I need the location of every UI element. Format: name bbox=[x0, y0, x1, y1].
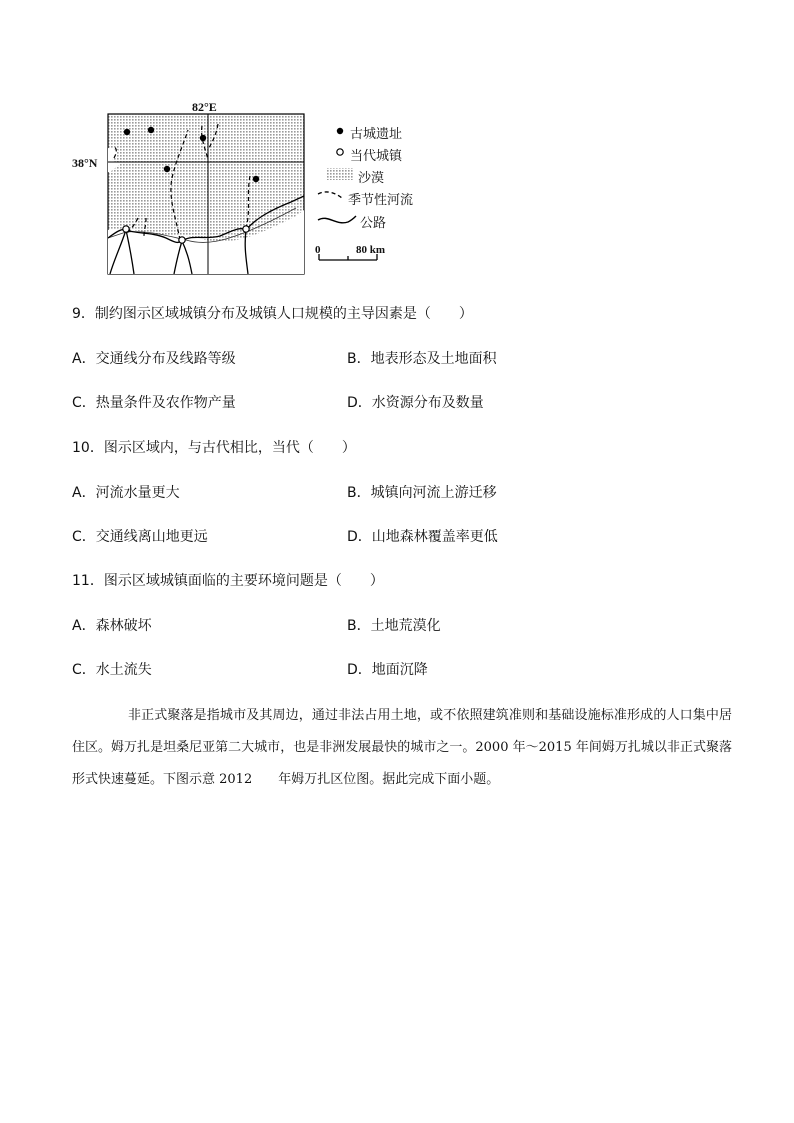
question-10-option-a[interactable]: A．河流水量更大 bbox=[72, 485, 180, 501]
question-10-option-d[interactable]: D．山地森林覆盖率更低 bbox=[347, 529, 498, 545]
legend-road: 公路 bbox=[360, 216, 387, 231]
legend-modern-town: 当代城镇 bbox=[350, 149, 403, 164]
question-11-option-a[interactable]: A．森林破坏 bbox=[72, 618, 152, 634]
question-11-option-d[interactable]: D．地面沉降 bbox=[347, 662, 428, 678]
question-10-option-b[interactable]: B．城镇向河流上游迁移 bbox=[347, 485, 497, 501]
map-figure bbox=[72, 98, 432, 280]
question-11-stem: 11．图示区域城镇面临的主要环境问题是（ ） bbox=[72, 573, 384, 589]
question-11-option-b[interactable]: B．土地荒漠化 bbox=[347, 618, 441, 634]
legend-desert: 沙漠 bbox=[358, 171, 385, 186]
legend-ancient-site: 古城遗址 bbox=[350, 127, 403, 142]
question-9-option-a[interactable]: A．交通线分布及线路等级 bbox=[72, 351, 236, 367]
question-10-stem: 10．图示区域内，与古代相比，当代（ ） bbox=[72, 440, 356, 456]
scale-zero: 0 bbox=[315, 244, 321, 256]
longitude-label: 82°E bbox=[192, 100, 217, 114]
scale-distance: 80 km bbox=[356, 244, 386, 256]
legend-seasonal-river: 季节性河流 bbox=[348, 193, 414, 208]
question-9-stem: 9．制约图示区域城镇分布及城镇人口规模的主导因素是（ ） bbox=[72, 306, 473, 322]
latitude-label: 38°N bbox=[72, 156, 98, 170]
question-10-option-c[interactable]: C．交通线离山地更远 bbox=[72, 529, 208, 545]
reading-passage: 非正式聚落是指城市及其周边，通过非法占用土地，或不依照建筑准则和基础设施标准形成的人口集中居住区。姆万扎是坦桑尼亚第二大城市，也是非洲发展最快的城市之一。2000 年～2015 年间姆万扎城以非正式聚落形式快速蔓延。下图示意 2012 年姆万扎区位图。据此完成下面小题。 bbox=[72, 708, 732, 787]
question-9-option-b[interactable]: B．地表形态及土地面积 bbox=[347, 351, 497, 367]
question-11-option-c[interactable]: C．水土流失 bbox=[72, 662, 152, 678]
question-9-option-c[interactable]: C．热量条件及农作物产量 bbox=[72, 395, 236, 411]
question-9-option-d[interactable]: D．水资源分布及数量 bbox=[347, 395, 484, 411]
